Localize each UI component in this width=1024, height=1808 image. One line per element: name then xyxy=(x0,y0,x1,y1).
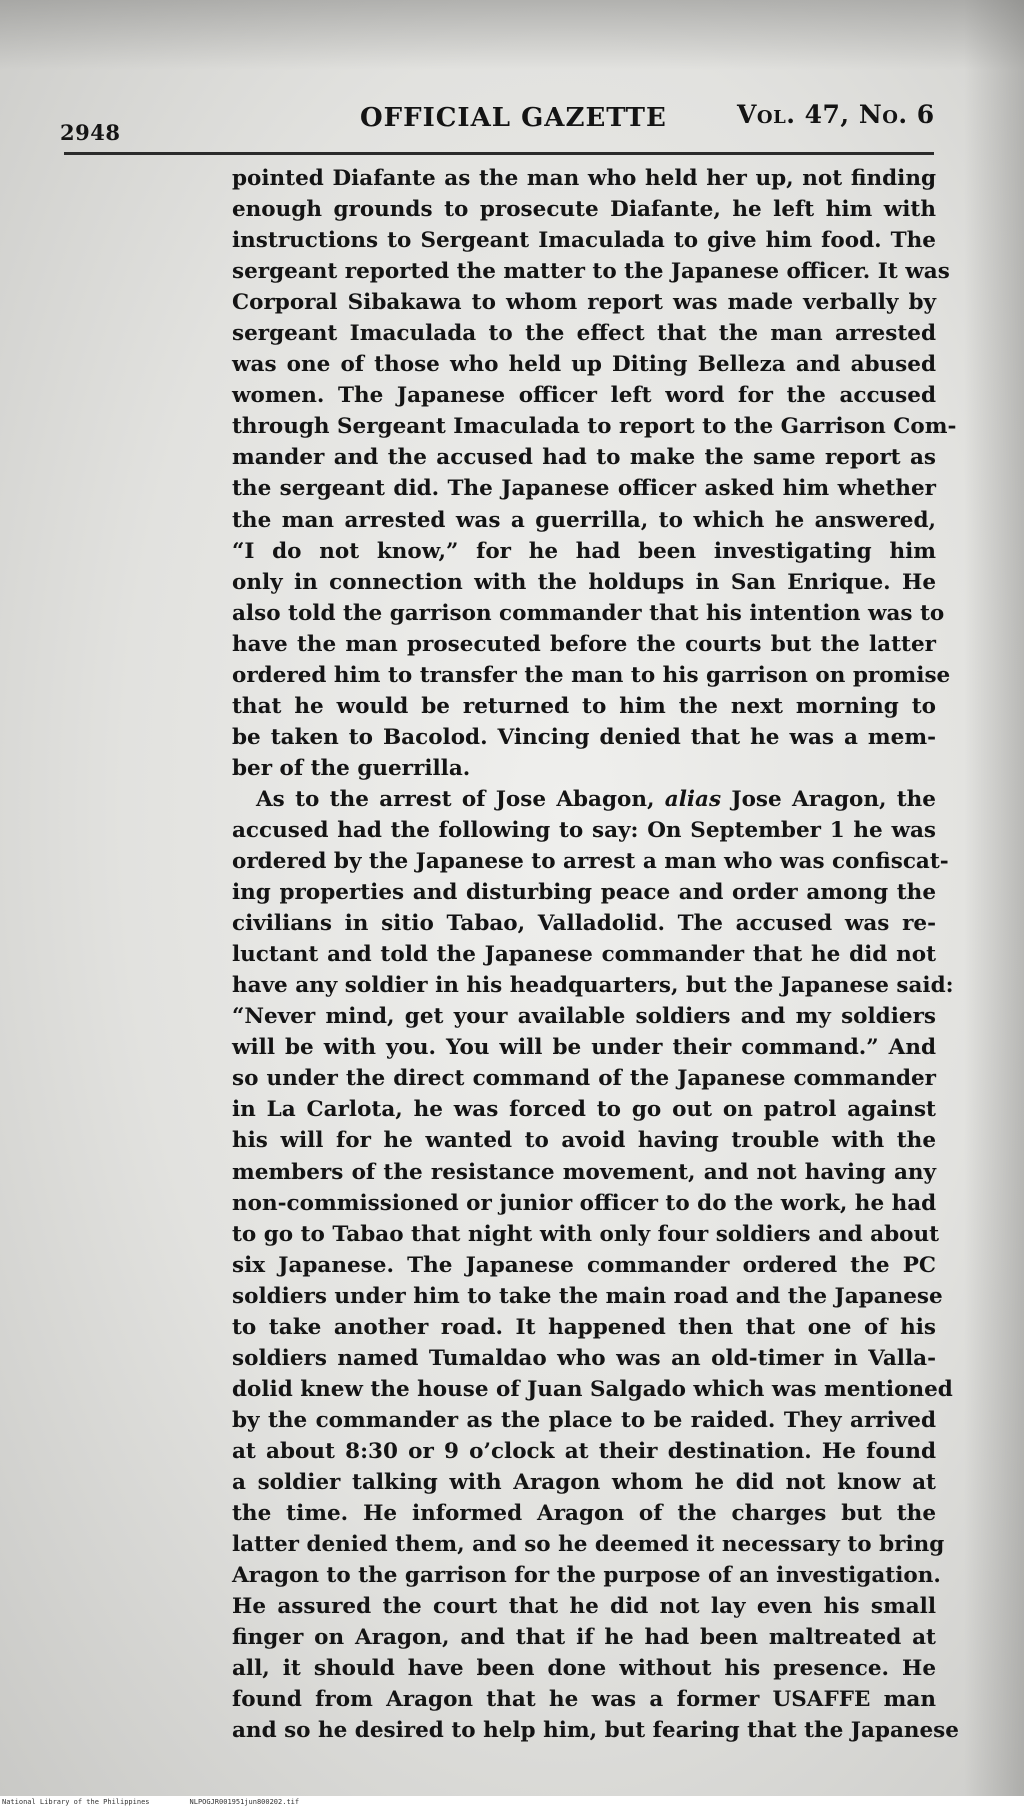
text-line: sergeant Imaculada to the effect that the man arrested xyxy=(232,321,936,347)
page-number: 2948 xyxy=(60,120,121,145)
text-line: luctant and told the Japanese commander that he did not xyxy=(232,942,936,968)
text-line: soldiers under him to take the main road and the Japanese xyxy=(232,1283,943,1309)
text-line: Aragon to the garrison for the purpose of an investigation. xyxy=(232,1563,941,1589)
text-line: all, it should have been done without his presence. He xyxy=(232,1656,936,1682)
text-line: dolid knew the house of Juan Salgado which was mentioned xyxy=(232,1376,953,1402)
text-line: also told the garrison commander that his intention was to xyxy=(232,600,945,626)
text-line: so under the direct command of the Japanese commander xyxy=(232,1066,936,1092)
scan-footer xyxy=(0,1796,1024,1808)
text-line: accused had the following to say: On September 1 he was xyxy=(232,817,936,843)
text-line: will be with you. You will be under their command.” And xyxy=(232,1035,936,1061)
text-line: soldiers named Tumaldao who was an old-timer in Valla- xyxy=(232,1345,936,1371)
text-line: members of the resistance movement, and not having any xyxy=(232,1159,936,1185)
text-line: “I do not know,” for he had been investigating him xyxy=(232,538,936,564)
text-line: ordered by the Japanese to arrest a man who was confiscat- xyxy=(232,849,949,875)
text-line: have any soldier in his headquarters, but the Japanese said: xyxy=(232,973,954,999)
text-line: only in connection with the holdups in San Enrique. He xyxy=(232,569,936,595)
volume-number: Vol. 47, No. 6 xyxy=(737,100,935,129)
text-line: the time. He informed Aragon of the charges but the xyxy=(232,1501,936,1527)
text-line: through Sergeant Imaculada to report to the Garrison Com- xyxy=(232,414,957,440)
text-line: He assured the court that he did not lay even his small xyxy=(232,1594,936,1620)
text-line: six Japanese. The Japanese commander ordered the PC xyxy=(232,1252,936,1278)
text-line: have the man prosecuted before the courts but the latter xyxy=(232,631,936,657)
text-line: that he would be returned to him the next morning to xyxy=(232,693,936,719)
library-credit: National Library of the Philippines xyxy=(2,1798,150,1806)
header-rule xyxy=(64,152,934,155)
italic-term: alias xyxy=(664,786,722,812)
text-line: was one of those who held up Diting Belleza and abused xyxy=(232,352,936,378)
publication-title: OFFICIAL GAZETTE xyxy=(360,103,667,133)
text-line: “Never mind, get your available soldiers and my soldiers xyxy=(232,1004,936,1030)
text-line: enough grounds to prosecute Diafante, he left him with xyxy=(232,197,936,223)
text-line: mander and the accused had to make the same report as xyxy=(232,445,936,471)
text-line: latter denied them, and so he deemed it necessary to bring xyxy=(232,1532,945,1558)
text-line: ber of the guerrilla. xyxy=(232,755,471,781)
text-line: Corporal Sibakawa to whom report was made verbally by xyxy=(232,290,936,316)
text-line: As to the arrest of Jose Abagon, alias Jose Aragon, the xyxy=(256,786,936,812)
text-line: and so he desired to help him, but fearing that the Japanese xyxy=(232,1718,959,1744)
page-header xyxy=(60,100,940,145)
text-line: be taken to Bacolod. Vincing denied that he was a mem- xyxy=(232,724,936,750)
text-line: finger on Aragon, and that if he had been maltreated at xyxy=(232,1625,936,1651)
text-line: ing properties and disturbing peace and order among the xyxy=(232,880,936,906)
text-line: non-commissioned or junior officer to do the work, he had xyxy=(232,1190,937,1216)
text-line: women. The Japanese officer left word for the accused xyxy=(232,383,936,409)
text-line: the sergeant did. The Japanese officer asked him whether xyxy=(232,476,936,502)
file-identifier: NLPOGJR001951jun800202.tif xyxy=(189,1798,300,1806)
text-line: at about 8:30 or 9 o’clock at their destination. He found xyxy=(232,1438,936,1464)
text-line: to take another road. It happened then that one of his xyxy=(232,1314,936,1340)
text-line: by the commander as the place to be raided. They arrived xyxy=(232,1407,936,1433)
text-line: sergeant reported the matter to the Japanese officer. It was xyxy=(232,259,950,285)
text-line: ordered him to transfer the man to his garrison on promise xyxy=(232,662,951,688)
text-line: pointed Diafante as the man who held her up, not finding xyxy=(232,166,936,191)
article-body xyxy=(232,163,959,1746)
text-line: instructions to Sergeant Imaculada to give him food. The xyxy=(232,228,936,254)
text-line: the man arrested was a guerrilla, to which he answered, xyxy=(232,507,936,533)
text-line: to go to Tabao that night with only four soldiers and about xyxy=(232,1221,940,1247)
text-line: in La Carlota, he was forced to go out on patrol against xyxy=(232,1097,936,1123)
text-line: civilians in sitio Tabao, Valladolid. The accused was re- xyxy=(232,911,936,937)
text-line: a soldier talking with Aragon whom he did not know at xyxy=(232,1469,936,1495)
text-line: his will for he wanted to avoid having trouble with the xyxy=(232,1128,936,1154)
text-line: found from Aragon that he was a former USAFFE man xyxy=(232,1687,936,1713)
